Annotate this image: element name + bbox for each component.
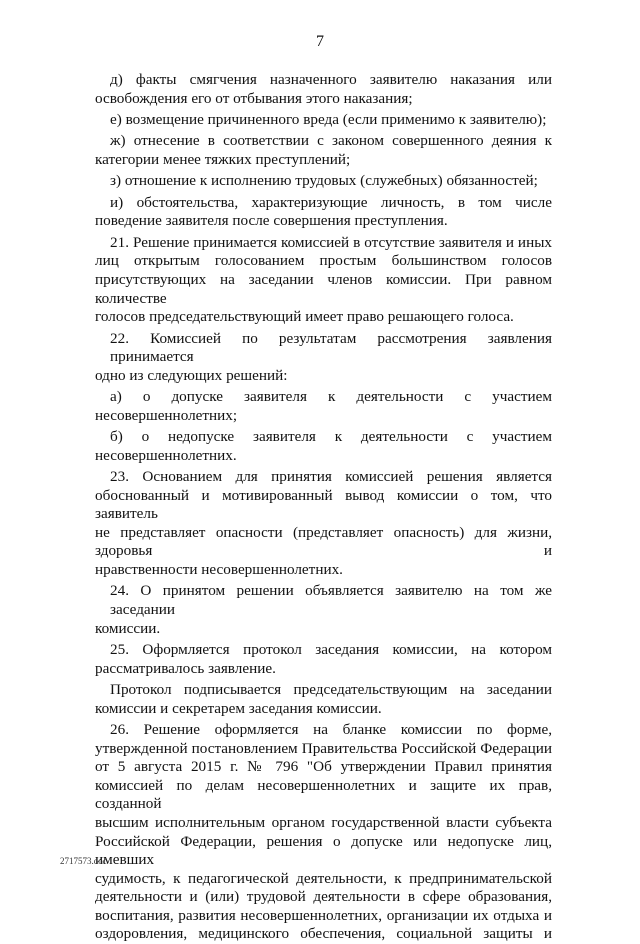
text-line: Российской Федерации, решения о допуске или недопуске лиц, имевших: [95, 832, 552, 869]
text-line: Протокол подписывается председательствующим на заседании: [110, 680, 552, 698]
text-line: одно из следующих решений:: [95, 366, 288, 384]
text-line: не представляет опасности (представляет опасность) для жизни, здоровья и: [95, 523, 552, 560]
text-line: 21. Решение принимается комиссией в отсутствие заявителя и иных: [110, 233, 552, 251]
text-line: поведение заявителя после совершения преступления.: [95, 212, 448, 230]
text-line: 26. Решение оформляется на бланке комиссии по форме,: [110, 720, 552, 738]
text-line: воспитания, развития несовершеннолетних, организации их отдыха и: [95, 906, 552, 924]
text-line: оздоровления, медицинского обеспечения, социальной защиты и: [95, 925, 552, 943]
text-line: е) возмещение причиненного вреда (если применимо к заявителю);: [110, 110, 547, 128]
text-line: комиссией по делам несовершеннолетних и защите их прав, созданной: [95, 776, 552, 813]
text-line: присутствующих на заседании членов комиссии. При равном количестве: [95, 270, 552, 307]
text-line: деятельности и (или) трудовой деятельности в сфере образования,: [95, 888, 552, 906]
text-line: лиц открытым голосованием простым большинством голосов: [95, 252, 552, 270]
text-line: несовершеннолетних.: [95, 446, 237, 464]
text-line: 23. Основанием для принятия комиссией решения является: [110, 468, 552, 486]
text-line: голосов председательствующий имеет право решающего голоса.: [95, 308, 514, 326]
text-line: судимость, к педагогической деятельности, к предпринимательской: [95, 869, 552, 887]
text-line: обоснованный и мотивированный вывод комиссии о том, что заявитель: [95, 486, 552, 523]
text-line: несовершеннолетних;: [95, 406, 238, 424]
text-line: и) обстоятельства, характеризующие личность, в том числе: [110, 193, 552, 211]
text-line: комиссии и секретарем заседания комиссии.: [95, 699, 382, 717]
text-line: з) отношение к исполнению трудовых (служебных) обязанностей;: [110, 172, 538, 190]
page-number: 7: [316, 33, 324, 50]
text-line: высшим исполнительным органом государственной власти субъекта: [95, 813, 552, 831]
text-line: ж) отнесение в соответствии с законом совершенного деяния к: [110, 132, 552, 150]
text-line: утвержденной постановлением Правительства Российской Федерации: [95, 739, 552, 757]
text-line: освобождения его от отбывания этого наказания;: [95, 89, 413, 107]
text-line: 22. Комиссией по результатам рассмотрения заявления принимается: [110, 329, 552, 366]
text-line: а) о допуске заявителя к деятельности с участием: [110, 388, 552, 406]
text-line: от 5 августа 2015 г. № 796 "Об утверждении Правил принятия: [95, 758, 552, 776]
text-line: категории менее тяжких преступлений;: [95, 150, 351, 168]
text-line: рассматривалось заявление.: [95, 659, 276, 677]
text-line: комиссии.: [95, 619, 161, 637]
text-line: б) о недопуске заявителя к деятельности с участием: [110, 428, 552, 446]
text-line: 24. О принятом решении объявляется заявителю на том же заседании: [110, 582, 552, 618]
text-line: нравственности несовершеннолетних.: [95, 561, 343, 579]
footer-filename: 2717573.doc: [60, 856, 107, 866]
text-line: 25. Оформляется протокол заседания комиссии, на котором: [110, 640, 552, 658]
text-line: д) факты смягчения назначенного заявителю наказания или: [110, 71, 552, 88]
document-body: [95, 71, 552, 944]
